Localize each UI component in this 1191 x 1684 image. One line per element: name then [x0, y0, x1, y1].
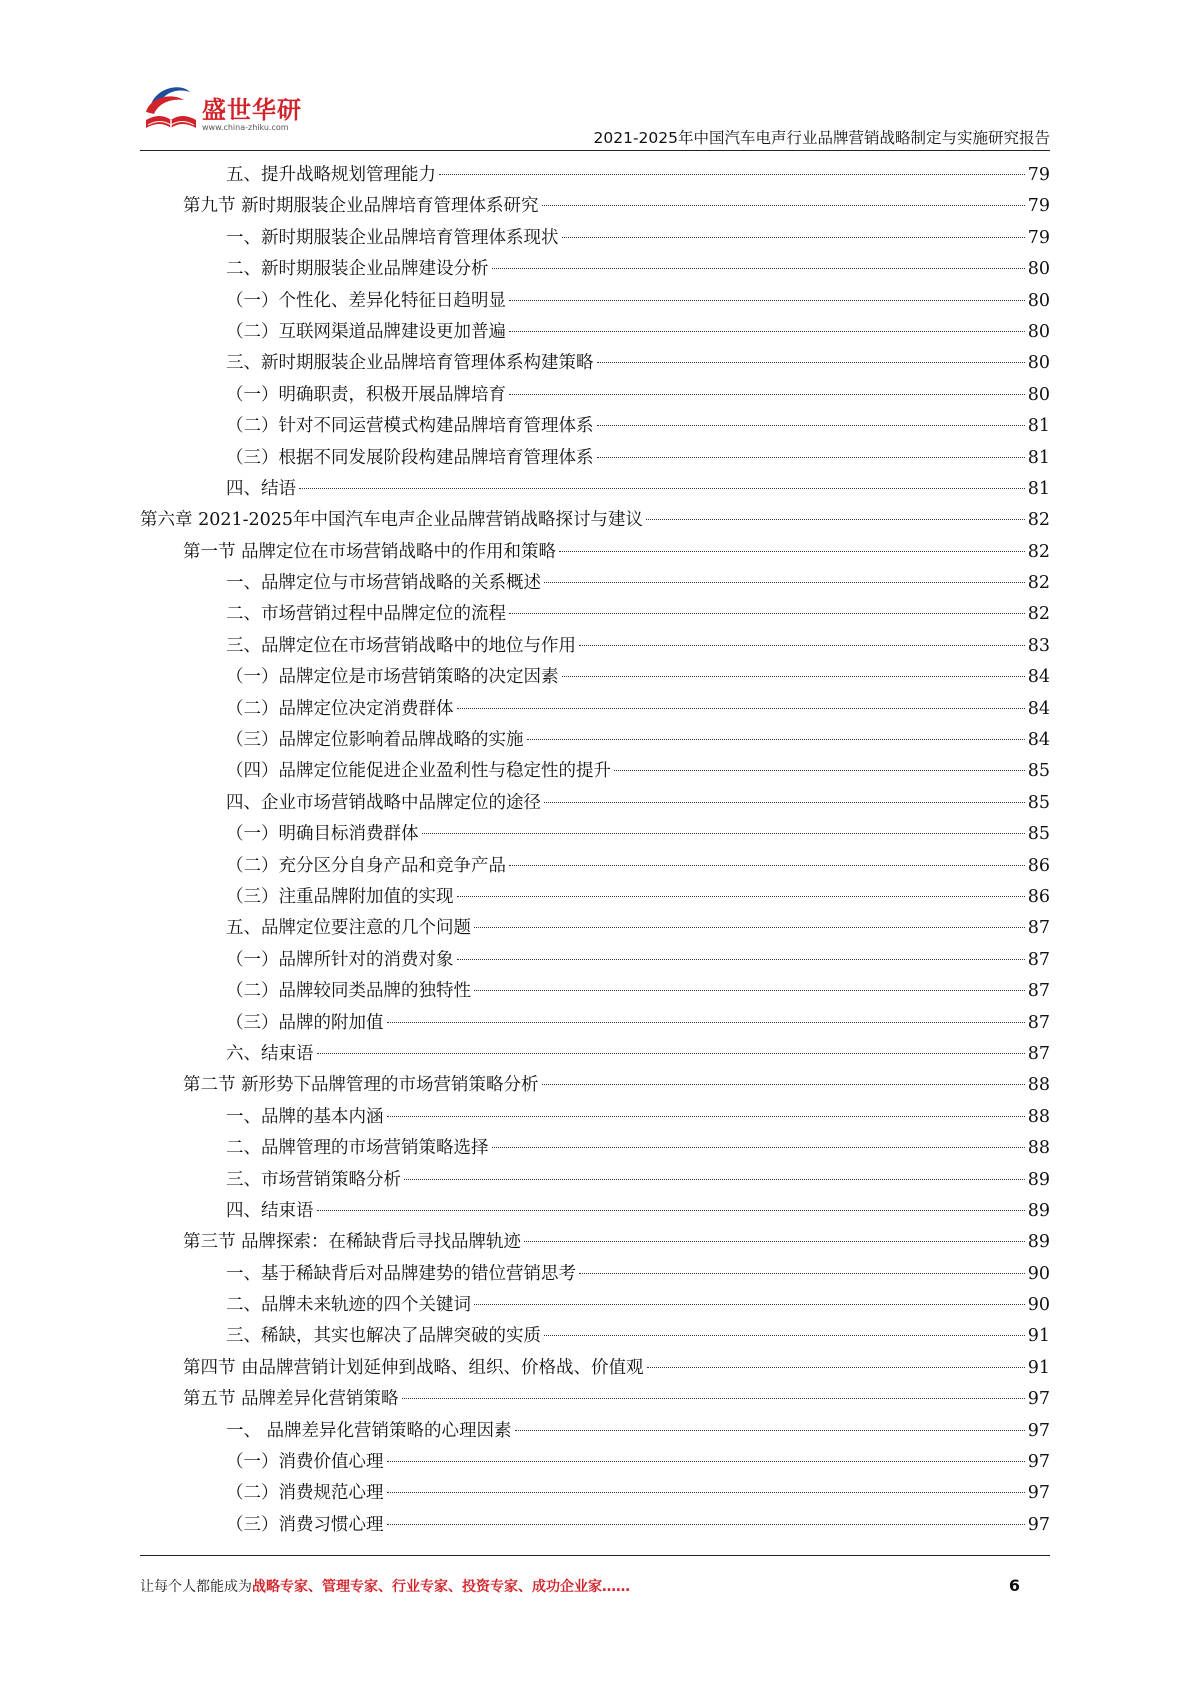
toc-dot-leader	[387, 1492, 1025, 1493]
toc-entry[interactable]	[140, 1227, 1050, 1258]
toc-entry-title: （二）消费规范心理	[226, 1483, 384, 1504]
logo-url: www.china-zhiku.com	[202, 123, 289, 132]
toc-entry[interactable]	[140, 599, 1050, 630]
toc-entry-page: 97	[1027, 1389, 1050, 1410]
toc-entry-page: 87	[1027, 918, 1050, 939]
toc-entry-title: 四、结语	[226, 478, 296, 499]
toc-entry-page: 97	[1027, 1514, 1050, 1535]
toc-entry-page: 86	[1027, 886, 1050, 907]
toc-entry-title: （二）充分区分自身产品和竞争产品	[226, 855, 506, 876]
toc-entry[interactable]	[140, 474, 1050, 505]
toc-entry[interactable]	[140, 1259, 1050, 1290]
toc-entry-title: （三）根据不同发展阶段构建品牌培育管理体系	[226, 447, 594, 468]
toc-dot-leader	[457, 959, 1025, 960]
toc-entry-title: 四、企业市场营销战略中品牌定位的途径	[226, 792, 541, 813]
toc-entry-page: 82	[1027, 604, 1050, 625]
toc-entry[interactable]	[140, 223, 1050, 254]
toc-entry-title: 二、品牌管理的市场营销策略选择	[226, 1138, 489, 1159]
toc-entry-title: 一、基于稀缺背后对品牌建势的错位营销思考	[226, 1263, 576, 1284]
toc-entry-page: 85	[1027, 761, 1050, 782]
toc-entry[interactable]	[140, 819, 1050, 850]
toc-entry-title: （三）品牌的附加值	[226, 1012, 384, 1033]
toc-entry-page: 91	[1027, 1326, 1050, 1347]
toc-entry-title: （二）互联网渠道品牌建设更加普遍	[226, 321, 506, 342]
toc-entry[interactable]	[140, 1478, 1050, 1509]
toc-entry-page: 97	[1027, 1483, 1050, 1504]
toc-entry-page: 91	[1027, 1357, 1050, 1378]
footer-slogan-highlight: 战略专家、管理专家、行业专家、投资专家、成功企业家……	[252, 1579, 630, 1595]
toc-entry-page: 88	[1027, 1106, 1050, 1127]
toc-dot-leader	[387, 1461, 1025, 1462]
toc-entry[interactable]	[140, 286, 1050, 317]
toc-entry[interactable]	[140, 191, 1050, 222]
toc-entry[interactable]	[140, 1133, 1050, 1164]
toc-dot-leader	[317, 1053, 1025, 1054]
toc-entry-page: 87	[1027, 1012, 1050, 1033]
toc-entry-title: 第二节 新形势下品牌管理的市场营销策略分析	[183, 1075, 539, 1096]
toc-entry-page: 84	[1027, 667, 1050, 688]
toc-entry[interactable]	[140, 1039, 1050, 1070]
toc-dot-leader	[422, 833, 1025, 834]
toc-entry[interactable]	[140, 694, 1050, 725]
footer-slogan-prefix: 让每个人都能成为	[140, 1579, 252, 1595]
toc-entry-title: 一、品牌的基本内涵	[226, 1106, 384, 1127]
toc-entry-page: 83	[1027, 635, 1050, 656]
toc-entry[interactable]	[140, 1070, 1050, 1101]
toc-dot-leader	[509, 394, 1025, 395]
toc-entry-title: （二）品牌定位决定消费群体	[226, 698, 454, 719]
toc-entry-page: 88	[1027, 1075, 1050, 1096]
toc-dot-leader	[474, 990, 1025, 991]
toc-entry[interactable]	[140, 725, 1050, 756]
toc-entry-title: 一、品牌定位与市场营销战略的关系概述	[226, 573, 541, 594]
toc-entry-page: 81	[1027, 478, 1050, 499]
toc-dot-leader	[299, 488, 1025, 489]
toc-entry[interactable]	[140, 631, 1050, 662]
toc-entry-title: 三、新时期服装企业品牌培育管理体系构建策略	[226, 353, 594, 374]
toc-entry-title: 二、品牌未来轨迹的四个关键词	[226, 1295, 471, 1316]
toc-entry-title: 三、市场营销策略分析	[226, 1169, 401, 1190]
toc-entry[interactable]	[140, 756, 1050, 787]
toc-entry-title: 六、结束语	[226, 1043, 314, 1064]
toc-dot-leader	[492, 268, 1025, 269]
toc-entry-page: 80	[1027, 353, 1050, 374]
toc-dot-leader	[614, 770, 1025, 771]
toc-entry[interactable]	[140, 537, 1050, 568]
toc-entry-page: 80	[1027, 290, 1050, 311]
toc-entry-page: 82	[1027, 573, 1050, 594]
toc-entry-title: （三）注重品牌附加值的实现	[226, 886, 454, 907]
toc-entry[interactable]	[140, 1290, 1050, 1321]
toc-entry-title: （一）品牌定位是市场营销策略的决定因素	[226, 667, 559, 688]
company-logo	[140, 78, 310, 144]
toc-entry[interactable]	[140, 1102, 1050, 1133]
toc-entry[interactable]	[140, 348, 1050, 379]
toc-entry-title: （二）品牌较同类品牌的独特性	[226, 981, 471, 1002]
toc-entry-page: 97	[1027, 1420, 1050, 1441]
toc-entry[interactable]	[140, 913, 1050, 944]
toc-dot-leader	[457, 896, 1025, 897]
toc-entry-title: （一）明确目标消费群体	[226, 824, 419, 845]
toc-dot-leader	[509, 331, 1025, 332]
toc-entry[interactable]	[140, 1321, 1050, 1352]
toc-dot-leader	[474, 1304, 1025, 1305]
toc-dot-leader	[524, 1241, 1025, 1242]
toc-dot-leader	[597, 425, 1025, 426]
toc-entry-page: 89	[1027, 1200, 1050, 1221]
toc-entry[interactable]	[140, 1196, 1050, 1227]
toc-entry-page: 90	[1027, 1263, 1050, 1284]
table-of-contents	[140, 160, 1050, 1541]
toc-entry-page: 80	[1027, 384, 1050, 405]
toc-dot-leader	[509, 865, 1025, 866]
toc-entry-page: 87	[1027, 1043, 1050, 1064]
toc-dot-leader	[474, 927, 1025, 928]
toc-entry[interactable]	[140, 851, 1050, 882]
toc-entry-page: 89	[1027, 1232, 1050, 1253]
toc-entry[interactable]	[140, 1353, 1050, 1384]
toc-entry-page: 85	[1027, 792, 1050, 813]
toc-dot-leader	[402, 1398, 1025, 1399]
toc-entry-title: （一）品牌所针对的消费对象	[226, 949, 454, 970]
toc-entry[interactable]	[140, 976, 1050, 1007]
toc-dot-leader	[597, 457, 1025, 458]
toc-entry-title: 第五节 品牌差异化营销策略	[183, 1389, 399, 1410]
toc-entry-title: （三）品牌定位影响着品牌战略的实施	[226, 730, 524, 751]
toc-entry-title: 五、提升战略规划管理能力	[226, 165, 436, 185]
page-number: 6	[1008, 1576, 1020, 1595]
toc-entry-page: 79	[1027, 165, 1050, 185]
toc-entry-title: 第四节 由品牌营销计划延伸到战略、组织、价格战、价值观	[183, 1357, 644, 1378]
toc-dot-leader	[317, 1210, 1025, 1211]
toc-entry[interactable]	[140, 160, 1050, 191]
toc-entry[interactable]	[140, 254, 1050, 285]
toc-dot-leader	[562, 676, 1025, 677]
toc-dot-leader	[544, 1335, 1025, 1336]
toc-entry-page: 86	[1027, 855, 1050, 876]
toc-dot-leader	[527, 739, 1025, 740]
toc-entry-title: （四）品牌定位能促进企业盈利性与稳定性的提升	[226, 761, 611, 782]
toc-entry[interactable]	[140, 882, 1050, 913]
toc-entry-title: （三）消费习惯心理	[226, 1514, 384, 1535]
toc-entry-page: 80	[1027, 321, 1050, 342]
toc-entry[interactable]	[140, 788, 1050, 819]
logo-name: 盛世华研	[202, 96, 302, 124]
toc-dot-leader	[646, 519, 1025, 520]
toc-entry-title: 三、稀缺，其实也解决了品牌突破的实质	[226, 1326, 541, 1347]
toc-entry-title: （一）明确职责，积极开展品牌培育	[226, 384, 506, 405]
toc-dot-leader	[387, 1524, 1025, 1525]
toc-dot-leader	[542, 205, 1025, 206]
toc-entry[interactable]	[140, 1008, 1050, 1039]
toc-entry-title: （二）针对不同运营模式构建品牌培育管理体系	[226, 416, 594, 437]
toc-entry-page: 89	[1027, 1169, 1050, 1190]
toc-entry[interactable]	[140, 1510, 1050, 1541]
toc-entry-title: （一）个性化、差异化特征日趋明显	[226, 290, 506, 311]
toc-dot-leader	[404, 1179, 1025, 1180]
toc-entry[interactable]	[140, 945, 1050, 976]
toc-entry-title: 第六章 2021-2025年中国汽车电声企业品牌营销战略探讨与建议	[140, 510, 644, 531]
toc-entry-page: 81	[1027, 447, 1050, 468]
toc-dot-leader	[542, 1084, 1025, 1085]
toc-entry-page: 79	[1027, 196, 1050, 217]
toc-dot-leader	[509, 300, 1025, 301]
toc-entry-page: 79	[1027, 227, 1050, 248]
toc-dot-leader	[597, 362, 1025, 363]
toc-dot-leader	[579, 645, 1025, 646]
toc-entry-page: 81	[1027, 416, 1050, 437]
toc-entry[interactable]	[140, 317, 1050, 348]
header-divider	[140, 150, 1050, 151]
toc-entry-page: 84	[1027, 698, 1050, 719]
toc-entry-page: 85	[1027, 824, 1050, 845]
toc-entry-title: 第三节 品牌探索：在稀缺背后寻找品牌轨迹	[183, 1232, 522, 1253]
toc-dot-leader	[492, 1147, 1025, 1148]
toc-entry-title: 一、新时期服装企业品牌培育管理体系现状	[226, 227, 559, 248]
toc-entry-page: 87	[1027, 949, 1050, 970]
toc-entry[interactable]	[140, 1416, 1050, 1447]
toc-entry-page: 90	[1027, 1295, 1050, 1316]
toc-entry-title: （一）消费价值心理	[226, 1452, 384, 1473]
toc-entry[interactable]	[140, 443, 1050, 474]
toc-dot-leader	[544, 582, 1025, 583]
toc-entry-title: 四、结束语	[226, 1200, 314, 1221]
toc-entry[interactable]	[140, 411, 1050, 442]
toc-entry-title: 五、品牌定位要注意的几个问题	[226, 918, 471, 939]
toc-entry-page: 82	[1027, 541, 1050, 562]
toc-entry-page: 97	[1027, 1452, 1050, 1473]
footer-divider	[140, 1555, 1050, 1556]
toc-entry[interactable]	[140, 1447, 1050, 1478]
toc-dot-leader	[579, 1273, 1025, 1274]
toc-entry-title: 三、品牌定位在市场营销战略中的地位与作用	[226, 635, 576, 656]
toc-entry-title: 一、 品牌差异化营销策略的心理因素	[226, 1420, 512, 1441]
toc-dot-leader	[647, 1367, 1025, 1368]
toc-dot-leader	[562, 237, 1025, 238]
toc-entry[interactable]	[140, 380, 1050, 411]
toc-dot-leader	[544, 802, 1025, 803]
book-logo-icon	[140, 78, 202, 140]
toc-entry-title: 二、新时期服装企业品牌建设分析	[226, 259, 489, 280]
toc-entry-page: 80	[1027, 259, 1050, 280]
toc-entry-title: 第九节 新时期服装企业品牌培育管理体系研究	[183, 196, 539, 217]
toc-entry[interactable]	[140, 1165, 1050, 1196]
toc-dot-leader	[509, 613, 1025, 614]
toc-dot-leader	[387, 1022, 1025, 1023]
toc-entry[interactable]	[140, 662, 1050, 693]
toc-dot-leader	[457, 708, 1025, 709]
toc-entry-page: 88	[1027, 1138, 1050, 1159]
page-footer	[140, 1576, 1020, 1600]
toc-dot-leader	[387, 1116, 1025, 1117]
toc-dot-leader	[559, 551, 1025, 552]
toc-entry-title: 二、市场营销过程中品牌定位的流程	[226, 604, 506, 625]
page-header	[140, 78, 1050, 148]
toc-entry[interactable]	[140, 568, 1050, 599]
toc-entry[interactable]	[140, 1384, 1050, 1415]
report-title: 2021-2025年中国汽车电声行业品牌营销战略制定与实施研究报告	[593, 129, 1050, 147]
toc-dot-leader	[515, 1430, 1025, 1431]
toc-entry[interactable]	[140, 505, 1050, 536]
toc-entry-title: 第一节 品牌定位在市场营销战略中的作用和策略	[183, 541, 557, 562]
toc-entry-page: 82	[1027, 510, 1050, 531]
toc-dot-leader	[439, 174, 1025, 175]
toc-entry-page: 87	[1027, 981, 1050, 1002]
toc-entry-page: 84	[1027, 730, 1050, 751]
